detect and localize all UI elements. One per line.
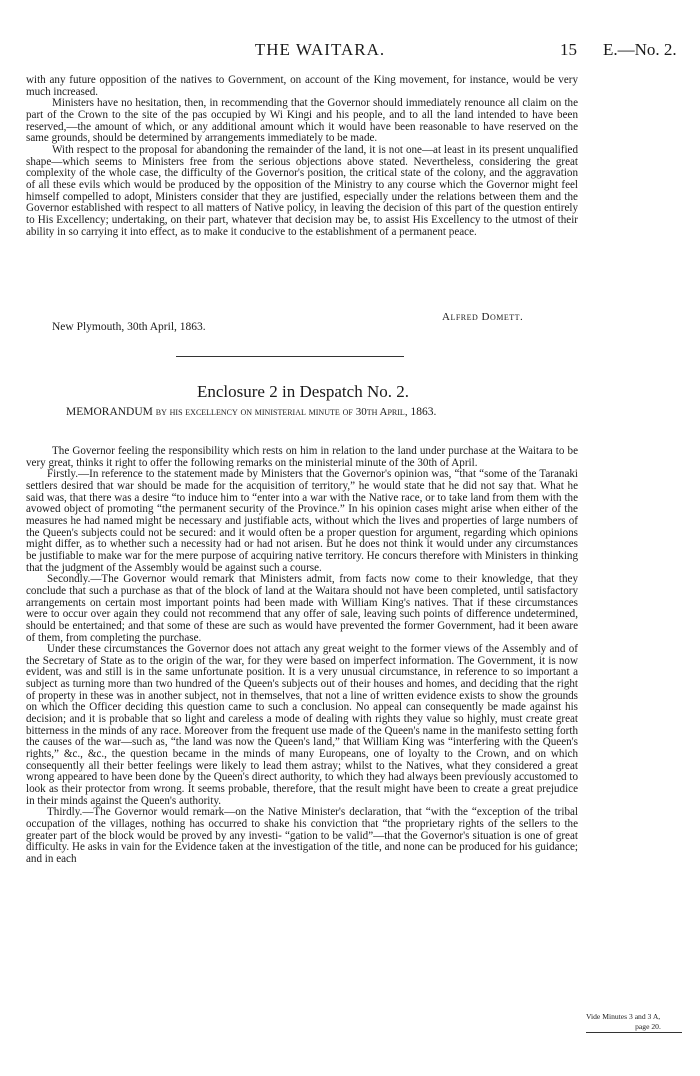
memo-title-lead: MEMORANDUM bbox=[66, 406, 153, 418]
margin-note-page: page 20. bbox=[586, 1022, 682, 1033]
governor-memorandum bbox=[26, 446, 578, 866]
margin-note-line: Vide Minutes 3 and 3 A, bbox=[586, 1012, 661, 1021]
paragraph: Ministers have no hesitation, then, in recommending that the Governor should immediately renounce all claim on the part of the Crown to the site of the pas occupied by Wi Kingi and his people, and to all the land intended to have been reserved,—the amount of which, or any additional amount which it would have been reasonable to have reserved on the same grounds, should be determined by arrangements immediately to be made. bbox=[26, 97, 578, 145]
paragraph: With respect to the proposal for abandoning the remainder of the land, it is not one—at least in its present unqualified shape—which seems to Ministers free from the serious objections above stated. Nevertheless, considering the great complexity of the whole case, the difficulty of the Governor's position, the critical state of the colony, and the aggravation of all these evils which would be produced by the opposition of the Ministry to any course which the Governor might feel himself compelled to adopt, Ministers consider that they are justified, especially under the relations between them and the Governor established with respect to all matters of Native policy, in leaving the decision of this part of the question entirely to His Excellency; undertaking, on their part, whatever that decision may be, to assist His Excellency to the utmost of their ability in so carrying it into effect, as to make it conducive to the establishment of a permanent peace. bbox=[26, 143, 578, 238]
running-header bbox=[0, 40, 700, 64]
memo-title-date: 30th April, bbox=[355, 406, 408, 418]
paragraph: Firstly.—In reference to the statement made by Ministers that the Governor's opinion was, “that “some of the Taranaki settlers desired that war should be made for the acquisition of territory,” he would state that he did not say that. What he said was, that there was a desire “to induce him to “enter into a war with the Native race, or to take land from them with the avowed object of promoting “the permanent security of the Province.” In his opinion cases might arise when either of the measures he had named might be necessary and justifiable acts, without which the lives and properties of large numbers of the Queen's subjects could not be secured: and it would often be a proper question for argument, regarding which opinions might differ, as to whether such a necessity had or had not arisen. But he does not think it would under any circumstances be justifiable to make war for the mere purpose of acquiring native territory. He concurs therefore with Ministers in thinking that the judgment of the Assembly would be against such a course. bbox=[26, 468, 578, 574]
place-date: New Plymouth, 30th April, 1863. bbox=[52, 321, 206, 333]
memo-title-text: by his excellency on ministerial minute bbox=[155, 406, 340, 418]
paragraph: Under these circumstances the Governor does not attach any great weight to the former views of the Assembly and of the Secretary of State as to the origin of the war, for they were based on imperfect information. The Government, it is now evident, was and still is in the same unfortunate position. It is a very unusual circumstance, in reference to so important a subject as turning more than two hundred of the Queen's subjects out of their houses and homes, and deciding that the right of property in these was in another subject, not in themselves, that not a line of written evidence exists to show the grounds on which the Officer deciding this question came to such a conclusion. No appeal can consequently be made against his decision; and it is probable that so light and careless a mode of dealing with rights they value so highly, must create great bitterness in the minds of any race. Moreover from the frequent use made of the Queen's name in the manifesto setting forth the causes of the war—such as, “the land was now the Queen's land,” that William King was “interfering with the Queen's rights,” &c., &c., the question became in the minds of many Europeans, one of loyalty to the Crown, and on which consequently all their better feelings were likely to lead them astray; whilst to the Natives, what they considered a great wrong appeared to have been done by the Queen's direct authority, to which they had always been previously accustomed to look as their protector from wrong. It seems probable, therefore, that the result might have been to create a great prejudice in their minds against the Queen's authority. bbox=[26, 643, 578, 807]
memo-title-year: 1863. bbox=[410, 406, 437, 418]
margin-note bbox=[586, 1012, 682, 1033]
page-number: 15 bbox=[560, 40, 577, 59]
paragraph: Thirdly.—The Governor would remark—on the Native Minister's declaration, that “with the “exception of the tribal occupation of the villages, nothing has occurred to shake his conviction that “the proprietary rights of the sellers to the greater part of the block would be proved by any investi- “gation to be valid”—that the Governor's situation is one of great difficulty. He asks in vain for the Evidence taken at the investigation of the title, and none can be produced for his guidance; and in each bbox=[26, 806, 578, 865]
memo-title bbox=[66, 406, 436, 418]
ministers-memorandum-end bbox=[26, 75, 578, 238]
paragraph: with any future opposition of the natives to Government, on account of the King movement, for instance, would be very much increased. bbox=[26, 74, 578, 98]
page-title: THE WAITARA. bbox=[254, 40, 386, 59]
enclosure-heading: Enclosure 2 in Despatch No. 2. bbox=[197, 382, 409, 401]
paragraph: The Governor feeling the responsibility which rests on him in relation to the land under purchase at the Waitara to be very great, thinks it right to offer the following remarks on the ministerial minute of the 30th of April. bbox=[26, 445, 578, 469]
paragraph: Secondly.—The Governor would remark that Ministers admit, from facts now come to their knowledge, that they conclude that such a purchase as that of the block of land at the Waitara should not have been completed, until satisfactory arrangements on certain most important points had been made with William King's natives. That if these circumstances were to occur over again they could not recommend that any offer of sale, leaving such points of difference undetermined, should be entertained; and that some of these are such as would have prevented the former Government, had it been aware of them, from completing the purchase. bbox=[26, 573, 578, 644]
document-reference: E.—No. 2. bbox=[603, 40, 677, 59]
signature: Alfred Domett. bbox=[442, 311, 524, 323]
section-divider bbox=[176, 356, 404, 357]
memo-title-of: of bbox=[342, 406, 353, 418]
